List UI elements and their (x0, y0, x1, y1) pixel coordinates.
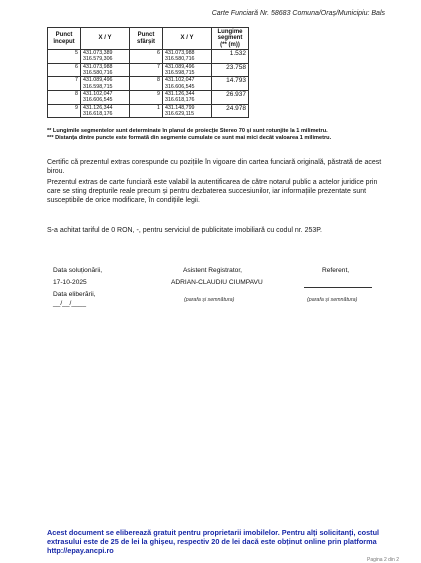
start-point-cell: 7 (48, 77, 81, 91)
start-coordinates-cell (81, 91, 130, 105)
resolution-date-value: 17-10-2025 (53, 279, 87, 286)
table-row (48, 91, 249, 105)
coordinate-value: 431.102,047 (165, 77, 195, 84)
note-length: ** Lungimile segmentelor sunt determinate în planul de proiecție Stereo 70 și sunt rotunjite la 1 milimetru. (47, 128, 328, 134)
start-point-cell: 9 (48, 104, 81, 118)
coordinate-value: 316.598,715 (83, 83, 113, 90)
assistant-signature-caption: (parafa și semnătura) (184, 297, 235, 303)
segment-length-cell: 1.532 (212, 50, 249, 64)
start-coordinates-cell (81, 77, 130, 91)
end-coordinates-cell (163, 63, 212, 77)
end-point-cell: 9 (130, 91, 163, 105)
assistant-registrar-label: Asistent Registrator, (183, 267, 243, 274)
start-point-cell: 5 (48, 50, 81, 64)
document-header: Carte Funciară Nr. 58683 Comuna/Oraș/Municipiu: Bals (211, 10, 385, 17)
coordinate-value: 316.618,176 (165, 97, 195, 104)
end-coordinates-cell (163, 91, 212, 105)
issue-date-label: Data eliberării, (53, 291, 96, 298)
col-xy1-header: X / Y (81, 28, 130, 50)
coordinate-value: 316.579,306 (83, 56, 113, 63)
end-point-cell: 7 (130, 63, 163, 77)
table-notes (47, 128, 331, 142)
segment-length-cell: 14.793 (212, 77, 249, 91)
table-row (48, 50, 249, 64)
coordinate-value: 431.073,389 (83, 50, 113, 56)
coordinate-value: 431.126,344 (165, 91, 195, 98)
end-coordinates-cell (163, 77, 212, 91)
coordinate-value: 431.089,496 (165, 63, 195, 70)
segments-table (47, 27, 249, 118)
segment-length-cell: 24.978 (212, 104, 249, 118)
start-coordinates-cell (81, 63, 130, 77)
footer-notice: Acest document se eliberează gratuit pentru proprietarii imobilelor. Pentru alți solicitanți, costul extrasului este de 25 de lei la ghișeu, respectiv 20 de lei dacă este obținut online prin platforma http://epay.ancpi.ro (47, 528, 380, 555)
end-point-cell: 8 (130, 77, 163, 91)
segment-length-cell: 26.937 (212, 91, 249, 105)
coordinate-value: 316.606,545 (165, 83, 195, 90)
referent-signature-line (304, 287, 372, 288)
start-coordinates-cell (81, 50, 130, 64)
coordinate-value: 431.148,799 (165, 104, 195, 111)
table-header-row (48, 28, 249, 50)
col-end-header: Punct sfârșit (130, 28, 163, 50)
start-point-cell: 6 (48, 63, 81, 77)
end-point-cell: 6 (130, 50, 163, 64)
coordinate-value: 431.126,344 (83, 104, 113, 111)
certification-paragraph: Certific că prezentul extras corespunde cu pozițiile în vigoare din cartea funciară originală, păstrată de acest birou. (47, 159, 382, 176)
coordinate-value: 431.089,496 (83, 77, 113, 84)
assistant-registrar-name: ADRIAN-CLAUDIU CIUMPAVU (171, 279, 263, 286)
col-length-header: Lungime segment (** (m)) (212, 28, 249, 50)
coordinate-value: 431.073,988 (165, 50, 195, 56)
referent-signature-caption: (parafa și semnătura) (307, 297, 358, 303)
coordinate-value: 316.606,545 (83, 97, 113, 104)
col-start-header: Punct început (48, 28, 81, 50)
validity-paragraph: Prezentul extras de carte funciară este valabil la autentificarea de către notarul public a actelor juridice prin care se sting drepturile reale precum și pentru dezbaterea succesiunilor, iar informațiile prezentate sunt susceptibile de orice modificare, în condițiile legii. (47, 179, 378, 205)
end-coordinates-cell (163, 104, 212, 118)
fee-paragraph: S-a achitat tariful de 0 RON, -, pentru serviciul de publicitate imobiliară cu codul nr. 253P. (47, 227, 322, 234)
table-row (48, 63, 249, 77)
table-row (48, 104, 249, 118)
note-distance: *** Distanța dintre puncte este formată din segmente cumulate ce sunt mai mici decât valoarea 1 milimetru. (47, 134, 332, 141)
segment-length-cell: 23.758 (212, 63, 249, 77)
resolution-date-label: Data soluționării, (53, 267, 103, 274)
referent-label: Referent, (322, 267, 350, 274)
col-xy2-header: X / Y (163, 28, 212, 50)
issue-date-value: __/__/____ (53, 300, 87, 307)
coordinate-value: 316.580,716 (83, 70, 113, 77)
end-point-cell: 1 (130, 104, 163, 118)
table-row (48, 77, 249, 91)
start-coordinates-cell (81, 104, 130, 118)
coordinate-value: 316.580,716 (165, 56, 195, 63)
coordinate-value: 431.073,988 (83, 63, 113, 70)
page-number: Pagina 2 din 2 (367, 557, 399, 563)
coordinate-value: 316.618,176 (83, 111, 113, 118)
coordinate-value: 316.629,115 (165, 111, 195, 118)
end-coordinates-cell (163, 50, 212, 64)
coordinate-value: 431.102,047 (83, 91, 113, 98)
start-point-cell: 8 (48, 91, 81, 105)
coordinate-value: 316.598,715 (165, 70, 195, 77)
